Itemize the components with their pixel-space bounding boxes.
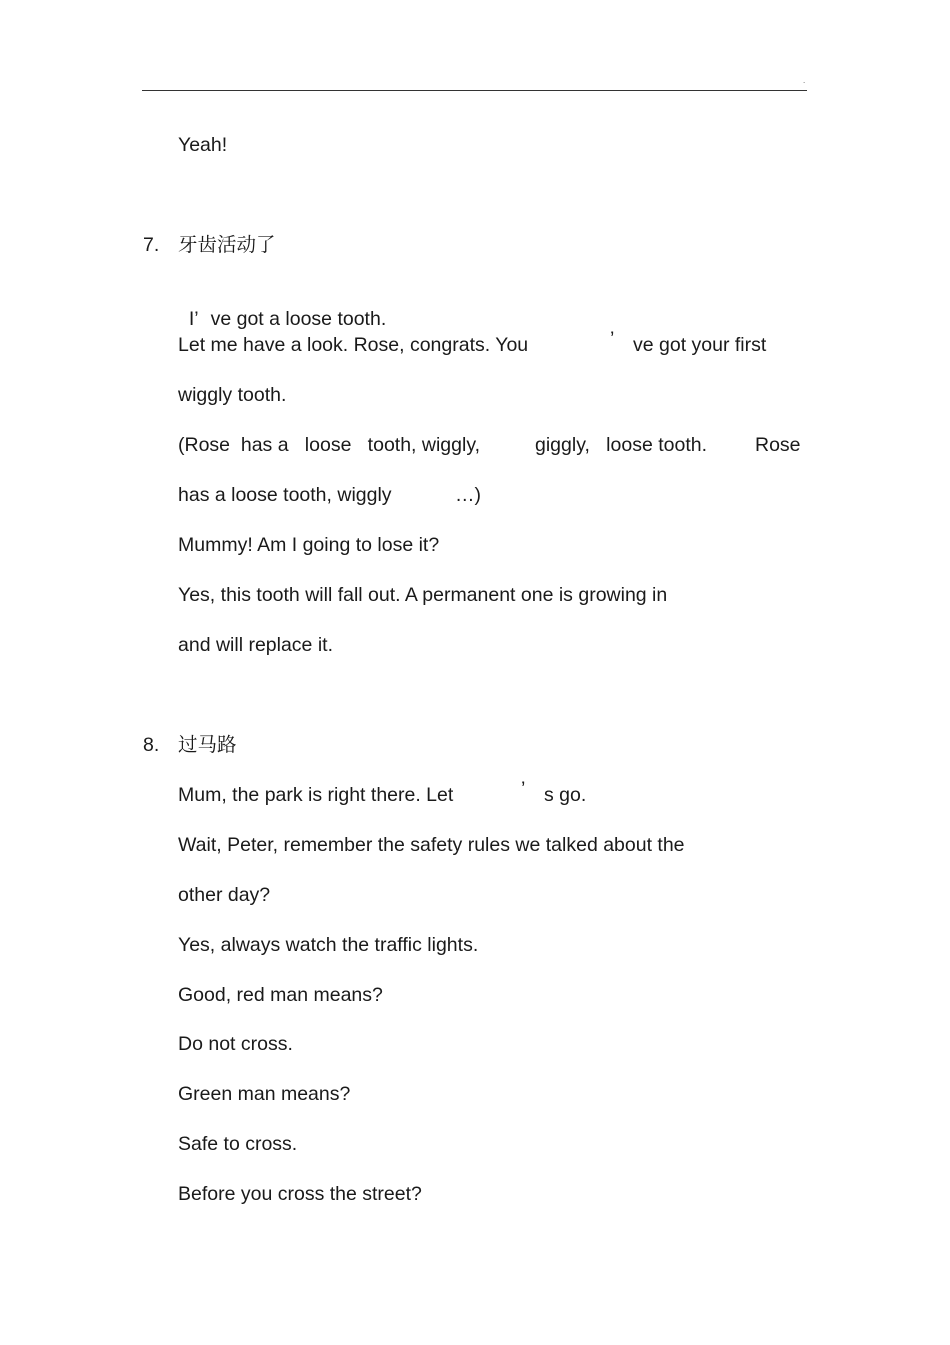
section-8-line-7: Green man means?: [178, 1083, 351, 1105]
section-8-number: 8.: [143, 734, 160, 756]
section-8-line-4: Yes, always watch the traffic lights.: [178, 934, 479, 956]
section-7-number: 7.: [143, 234, 160, 256]
section-7-line-7: Yes, this tooth will fall out. A permanent one is growing in: [178, 584, 668, 606]
section-7-line-4-mid: giggly, loose tooth.: [535, 434, 707, 456]
section-7-line-8: and will replace it.: [178, 634, 333, 656]
section-8-title: 过马路: [178, 734, 237, 756]
section-7-line-5-end: …): [455, 484, 481, 506]
section-8-line-6: Do not cross.: [178, 1033, 293, 1055]
section-7-line-6: Mummy! Am I going to lose it?: [178, 534, 440, 556]
section-7-line-1: [178, 283, 386, 331]
section-8-line-1: Mum, the park is right there. Let: [178, 784, 454, 806]
apostrophe: ’: [194, 308, 199, 330]
section-7-line-3: wiggly tooth.: [178, 384, 287, 406]
section-7-line-4-end: Rose: [755, 434, 801, 456]
header-mark: .: [803, 76, 806, 85]
section-8-line-1-end: s go.: [544, 784, 587, 806]
intro-line: Yeah!: [178, 134, 228, 156]
section-7-line-2: Let me have a look. Rose, congrats. You: [178, 334, 529, 356]
section-8-line-9: Before you cross the street?: [178, 1183, 422, 1205]
section-7-line-4: (Rose has a loose tooth, wiggly,: [178, 434, 481, 456]
header-rule: [142, 90, 807, 91]
text-segment: I: [188, 308, 195, 330]
apostrophe: ’: [610, 328, 615, 350]
text-segment: ve got a loose tooth.: [210, 308, 387, 330]
apostrophe: ’: [521, 778, 526, 800]
section-8-line-2: Wait, Peter, remember the safety rules we talked about the: [178, 834, 685, 856]
section-8-line-3: other day?: [178, 884, 271, 906]
section-7-line-2-end: ve got your first: [633, 334, 767, 356]
section-8-line-8: Safe to cross.: [178, 1133, 298, 1155]
section-7-line-5: has a loose tooth, wiggly: [178, 484, 392, 506]
section-8-line-5: Good, red man means?: [178, 984, 383, 1006]
section-7-title: 牙齿活动了: [178, 234, 276, 256]
